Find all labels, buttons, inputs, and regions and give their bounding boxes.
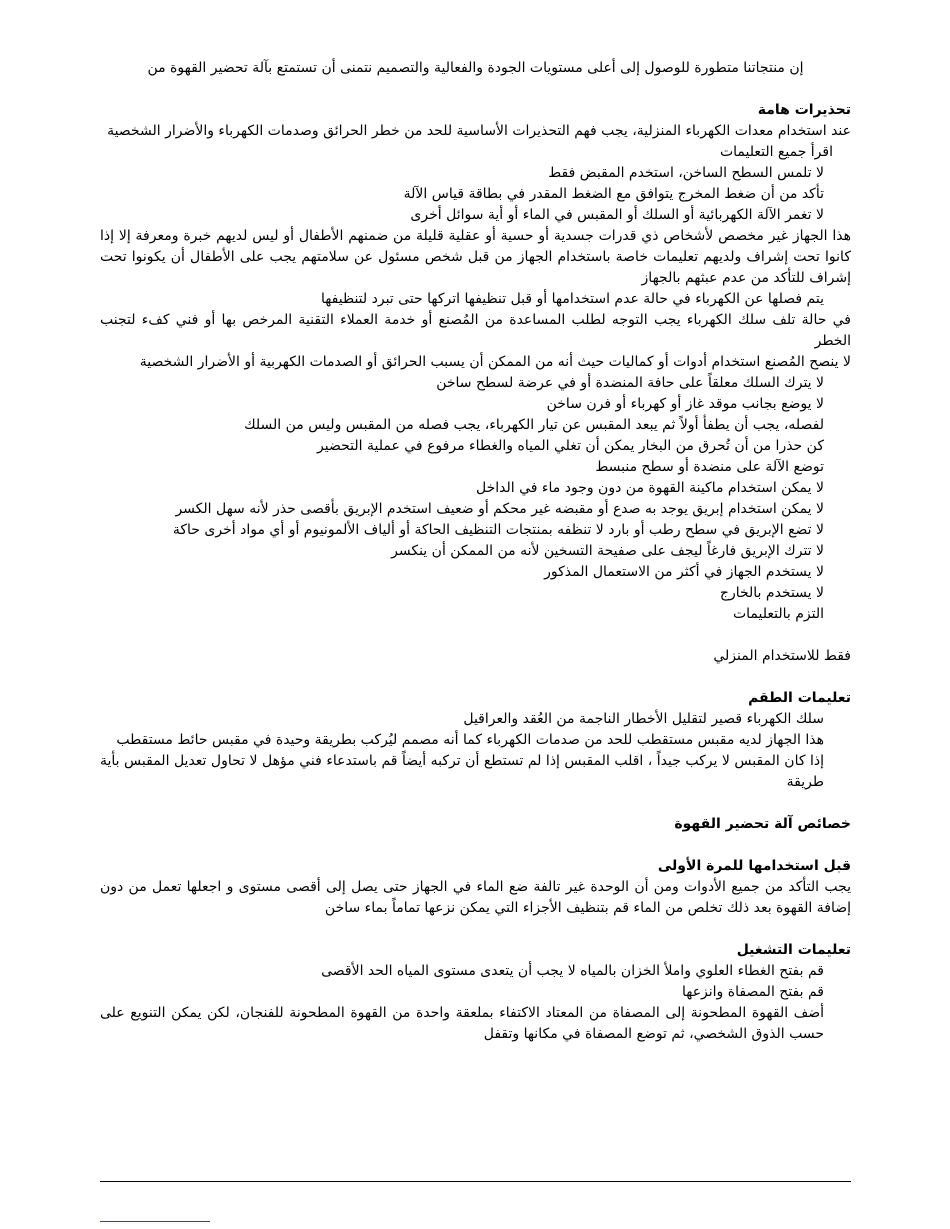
power-item: سلك الكهرباء قصير لتقليل الأخطار الناجمة من العُقد والعراقيل xyxy=(463,711,824,727)
warning-item: هذا الجهاز غير مخصص لأشخاص ذي قدرات جسدية أو حسية أو عقلية قليلة من ضمنهم الأطفال أو ليس لديهم خبرة ومعرفة إلا إذا كانوا تحت إشراف ولديهم تعليمات خاصة باستخدام الجهاز من قبل شخص مسئول عن سلامتهم يجب على الأطفال أن يكونوا تحت إشراف للتأكد من عدم عبثهم بالجهاز xyxy=(100,228,851,286)
power-item: هذا الجهاز لديه مقبس مستقطب للحد من صدمات الكهرباء كما أنه مصمم ليُركب بطريقة وحيدة في مقبس حائط مستقطب xyxy=(116,732,824,748)
operation-heading: تعليمات التشغيل xyxy=(736,942,851,958)
operation-item: أضف القهوة المطحونة إلى المصفاة من المعتاد الاكتفاء بملعقة واحدة من القهوة المطحونة للفنجان، لكن يمكن التنويع على حسب الذوق الشخصي، ثم توضع المصفاة في مكانها وتقفل xyxy=(100,1005,824,1042)
first-use-text: يجب التأكد من جميع الأدوات ومن أن الوحدة غير تالفة ضع الماء في الجهاز حتى يصل إلى أقصى مستوى و اجعلها تعمل من دون إضافة القهوة بعد ذلك تخلص من الماء قم بتنظيف الأجزاء التي يمكن نزعها تماماً بماء ساخن xyxy=(100,879,851,916)
warning-item: كن حذرا من أن تُحرق من البخار يمكن أن تغلي المياه والغطاء مرفوع في عملية التحضير xyxy=(317,438,824,454)
warning-item: لا تترك الإبريق فارغاً ليجف على صفيحة التسخين لأنه من الممكن أن ينكسر xyxy=(391,543,824,559)
warning-item: لا يترك السلك معلقاً على حافة المنضدة أو في عرضة لسطح ساخن xyxy=(436,375,824,391)
warning-item: لا تضع الإبريق في سطح رطب أو بارد لا تنظفه بمنتجات التنظيف الحاكة أو ألياف الألمونيوم أو أي مواد أخرى حاكة xyxy=(172,522,824,538)
read-all-instructions: اقرأ جميع التعليمات xyxy=(719,144,833,160)
warning-item: لا يستخدم الجهاز في أكثر من الاستعمال المذكور xyxy=(544,564,824,580)
home-use-note: فقط للاستخدام المنزلي xyxy=(713,648,851,664)
warning-item: لا تلمس السطح الساخن، استخدم المقبض فقط xyxy=(548,165,824,181)
footer-divider xyxy=(100,1181,851,1182)
warning-item: لا ينصح المُصنع استخدام أدوات أو كماليات حيث أنه من الممكن أن يسبب الحرائق أو الصدمات الكهربية أو الأضرار الشخصية xyxy=(139,354,851,370)
warning-item: التزم بالتعليمات xyxy=(732,606,824,622)
warning-item: لفصله، يجب أن يطفأ أولاً ثم يبعد المقبس عن تيار الكهرباء، يجب فصله من المقبس وليس من السلك xyxy=(244,417,824,433)
warning-item: لا يوضع بجانب موقد غاز أو كهرباء أو فرن ساخن xyxy=(546,396,824,412)
power-heading: تعليمات الطقم xyxy=(748,690,851,706)
operation-item: قم بفتح المصفاة وانزعها xyxy=(681,984,824,1000)
warning-item: تأكد من أن ضغط المخرج يتوافق مع الضغط المقدر في بطاقة قياس الآلة xyxy=(403,186,824,202)
first-use-heading: قبل استخدامها للمرة الأولى xyxy=(657,858,851,874)
power-item: إذا كان المقبس لا يركب جيداً ، اقلب المقبس إذا لم تستطع أن تركبه أيضاً قم باستدعاء فني مؤهل لا تحاول تعديل المقبس بأية طريقة xyxy=(100,753,824,790)
warning-item: لا يستخدم بالخارج xyxy=(719,585,824,601)
warnings-lead: عند استخدام معدات الكهرباء المنزلية، يجب فهم التحذيرات الأساسية للحد من خطر الحرائق وصدمات الكهرباء والأضرار الشخصية xyxy=(107,123,851,139)
document-body xyxy=(100,58,851,1045)
intro-paragraph: إن منتجاتنا متطورة للوصول إلى أعلى مستويات الجودة والفعالية والتصميم نتمنى أن تستمتع بآلة تحضير القهوة من xyxy=(147,60,804,76)
warnings-heading: تحذيرات هامة xyxy=(757,102,851,118)
footnote-divider xyxy=(100,1221,210,1222)
warning-item: يتم فصلها عن الكهرباء في حالة عدم استخدامها أو قبل تنظيفها اتركها حتى تبرد لتنظيفها xyxy=(320,291,824,307)
warning-item: توضع الآلة على منضدة أو سطح منبسط xyxy=(595,459,824,475)
warning-item: لا يمكن استخدام ماكينة القهوة من دون وجود ماء في الداخل xyxy=(476,480,824,496)
warning-item: لا تغمر الآلة الكهربائية أو السلك أو المقبس في الماء أو أية سوائل أخرى xyxy=(410,207,824,223)
features-heading: خصائص آلة تحضير القهوة xyxy=(674,816,851,832)
warning-item: لا يمكن استخدام إبريق يوجد به صدع أو مقبضه غير محكم أو ضعيف استخدم الإبريق بأقصى حذر لأنه سهل الكسر xyxy=(175,501,824,517)
operation-item: قم بفتح الغطاء العلوي واملأ الخزان بالمياه لا يجب أن يتعدى مستوى المياه الحد الأقصى xyxy=(321,963,824,979)
warning-item: في حالة تلف سلك الكهرباء يجب التوجه لطلب المساعدة من المُصنع أو خدمة العملاء التقنية المرخص بها أو فني كفء لتجنب الخطر xyxy=(100,312,851,349)
